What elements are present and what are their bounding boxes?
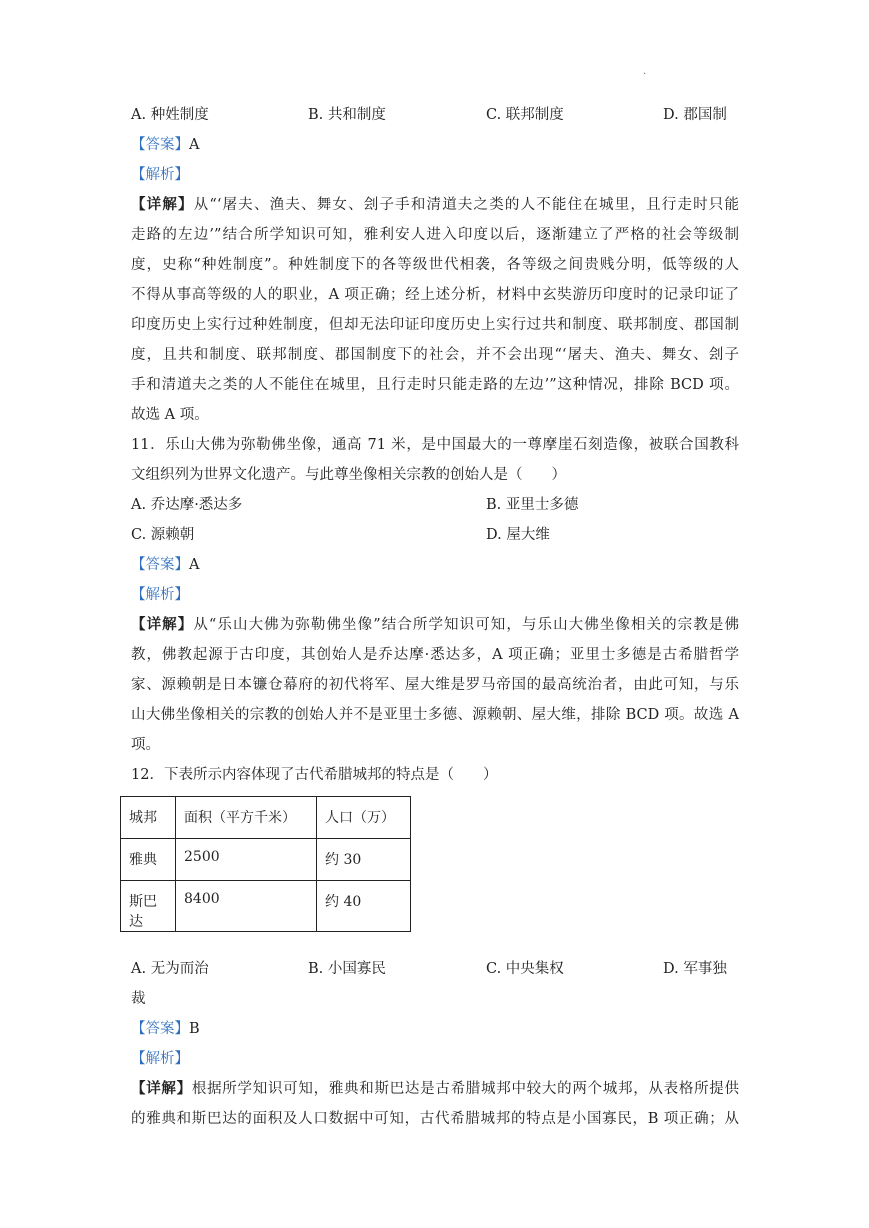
q12-stem: 12．下表所示内容体现了古代希腊城邦的特点是（ ）: [131, 767, 498, 783]
q10-detail: [131, 190, 739, 430]
detail-tag: 【详解】: [131, 1080, 192, 1097]
detail-line: 手和清道夫之类的人不能住在城里，且行走时只能走路的左边’”这种情况，排除 BCD 项。: [131, 377, 739, 393]
q10-option-c: C. 联邦制度: [486, 107, 564, 123]
q11-option-b: B. 亚里士多德: [486, 497, 579, 513]
table-cell: 斯巴达: [121, 881, 176, 932]
table-row: [121, 881, 411, 932]
q12-answer: [131, 1014, 739, 1044]
q12-option-a: A. 无为而治: [131, 961, 209, 977]
table-row: [121, 839, 411, 881]
answer-value: A: [189, 557, 200, 573]
answer-value: A: [189, 137, 200, 153]
q10-option-b: B. 共和制度: [308, 107, 386, 123]
answer-tag: 【答案】: [131, 557, 189, 573]
table-header-cell: 城邦: [121, 797, 176, 839]
detail-line: 【详解】根据所学知识可知，雅典和斯巴达是古希腊城邦中较大的两个城邦，从表格所提供: [131, 1080, 739, 1097]
analysis-tag: 【解析】: [131, 1051, 189, 1067]
detail-line: 走路的左边’”结合所学知识可知，雅利安人进入印度以后，逐渐建立了严格的社会等级制: [131, 227, 739, 243]
q12-analysis: [131, 1044, 739, 1074]
page-dot: .: [643, 66, 647, 77]
detail-line: 山大佛坐像相关的宗教的创始人并不是亚里士多德、源赖朝、屋大维，排除 BCD 项。故选 A: [131, 707, 739, 723]
detail-tag: 【详解】: [131, 196, 194, 213]
detail-tag: 【详解】: [131, 616, 194, 633]
q10-options: [131, 100, 739, 130]
table-header-row: [121, 797, 411, 839]
detail-line: 度，且共和制度、联邦制度、郡国制度下的社会，并不会出现“‘屠夫、渔夫、舞女、刽子: [131, 347, 739, 363]
q12-option-d: D. 军事独: [663, 961, 727, 977]
stem-line: 文组织列为世界文化遗产。与此尊坐像相关宗教的创始人是（ ）: [131, 467, 566, 483]
detail-line: 的雅典和斯巴达的面积及人口数据中可知，古代希腊城邦的特点是小国寡民，B 项正确；从: [131, 1111, 739, 1127]
q11-analysis: [131, 580, 739, 610]
analysis-tag: 【解析】: [131, 587, 189, 603]
q10-option-a: A. 种姓制度: [131, 107, 209, 123]
detail-line: 教，佛教起源于古印度，其创始人是乔达摩·悉达多，A 项正确；亚里士多德是古希腊哲学: [131, 647, 739, 663]
q12-detail: [131, 1074, 739, 1134]
table-cell: 约 30: [317, 839, 411, 881]
q12-option-b: B. 小国寡民: [308, 961, 386, 977]
table-header-cell: 面积（平方千米）: [176, 797, 317, 839]
q12-options: [131, 954, 739, 984]
q12-option-c: C. 中央集权: [486, 961, 564, 977]
q10-option-d: D. 郡国制: [663, 107, 727, 123]
q12-option-wrap: 裁: [131, 991, 146, 1007]
q11-options-row-1: [131, 490, 739, 520]
detail-line: 不得从事高等级的人的职业，A 项正确；经上述分析，材料中玄奘游历印度时的记录印证了: [131, 287, 739, 303]
detail-line: 故选 A 项。: [131, 407, 209, 423]
q10-answer: [131, 130, 739, 160]
q11-option-a: A. 乔达摩·悉达多: [131, 497, 243, 513]
detail-line: 家、源赖朝是日本镰仓幕府的初代将军、屋大维是罗马帝国的最高统治者，由此可知，与乐: [131, 677, 739, 693]
document-page: [131, 100, 739, 1134]
detail-line: 度，史称“种姓制度”。种姓制度下的各等级世代相袭，各等级之间贵贱分明，低等级的人: [131, 257, 739, 273]
table-cell: 2500: [176, 839, 317, 881]
table-cell: 8400: [176, 881, 317, 932]
q10-analysis: [131, 160, 739, 190]
table-cell: 约 40: [317, 881, 411, 932]
analysis-tag: 【解析】: [131, 167, 189, 183]
detail-line: 【详解】从“乐山大佛为弥勒佛坐像”结合所学知识可知，与乐山大佛坐像相关的宗教是佛: [131, 616, 739, 633]
stem-line: 11．乐山大佛为弥勒佛坐像，通高 71 米，是中国最大的一尊摩崖石刻造像，被联合国教科: [131, 437, 739, 453]
detail-line: 【详解】从“‘屠夫、渔夫、舞女、刽子手和清道夫之类的人不能住在城里，且行走时只能: [131, 196, 739, 213]
detail-line: 印度历史上实行过种姓制度，但却无法印证印度历史上实行过共和制度、联邦制度、郡国制: [131, 317, 739, 333]
detail-line: 项。: [131, 737, 160, 753]
city-state-table: [120, 796, 411, 932]
q11-stem: [131, 430, 739, 490]
spacer: [131, 932, 739, 954]
table-cell: 雅典: [121, 839, 176, 881]
q11-detail: [131, 610, 739, 760]
answer-value: B: [189, 1021, 200, 1037]
q11-option-d: D. 屋大维: [486, 527, 550, 543]
q11-option-c: C. 源赖朝: [131, 527, 195, 543]
table-header-cell: 人口（万）: [317, 797, 411, 839]
q11-options-row-2: [131, 520, 739, 550]
answer-tag: 【答案】: [131, 1021, 189, 1037]
answer-tag: 【答案】: [131, 137, 189, 153]
q11-answer: [131, 550, 739, 580]
